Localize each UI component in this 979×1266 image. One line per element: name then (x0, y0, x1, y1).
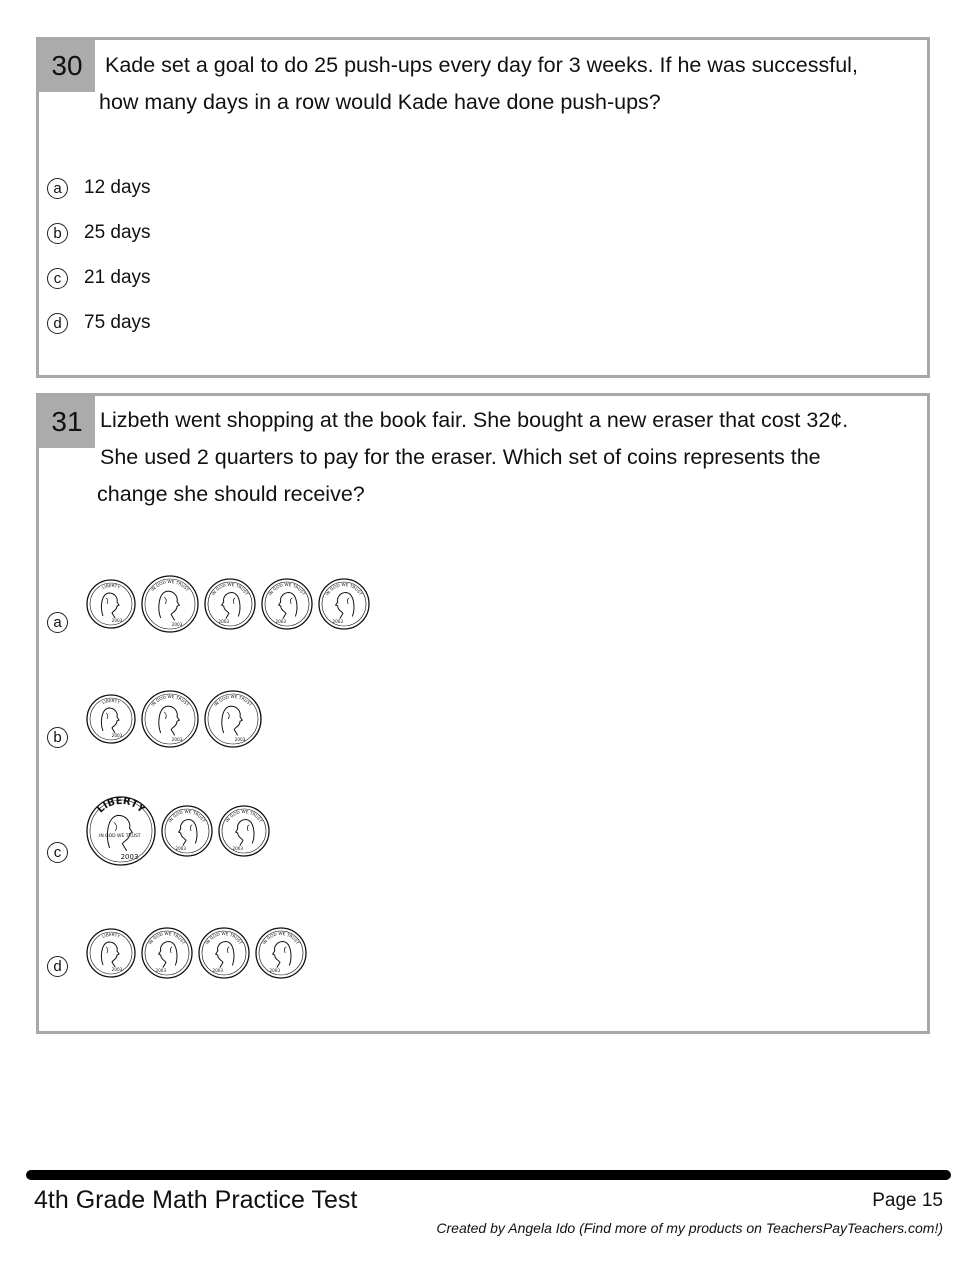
option-letter-circle: a (47, 178, 68, 199)
option-letter-circle: b (47, 223, 68, 244)
question-line: how many days in a row would Kade have done push-ups? (99, 90, 661, 114)
coin-year: 2003 (275, 619, 287, 624)
question-line: She used 2 quarters to pay for the eraser. Which set of coins represents the (100, 445, 821, 469)
option-letter-circle: d (47, 313, 68, 334)
answer-option-b[interactable] (47, 727, 68, 748)
coin-motto: IN GOD WE TRUST (167, 808, 207, 824)
answer-option-c[interactable] (47, 267, 151, 289)
option-letter-circle: c (47, 842, 68, 863)
question-text (99, 47, 858, 121)
coin-set-a (87, 574, 427, 639)
coin-year: 2003 (218, 619, 230, 624)
dime-coin (87, 580, 135, 628)
coin-motto: LIBERTY (101, 931, 121, 939)
nickel-coin (205, 691, 261, 747)
coin-year: 2003 (269, 968, 281, 973)
question-number: 30 (39, 40, 95, 92)
coin-year: 2003 (232, 846, 244, 851)
footer-credit: Created by Angela Ido (Find more of my products on TeachersPayTeachers.com!) (436, 1220, 943, 1236)
coin-year: 2003 (155, 968, 167, 973)
coin-year: 2003 (234, 737, 246, 742)
question-line: Lizbeth went shopping at the book fair. She bought a new eraser that cost 32¢. (100, 408, 849, 432)
coin-motto: IN GOD WE TRUST (150, 578, 190, 593)
coin-year: 2003 (175, 846, 187, 851)
penny-coin (162, 806, 212, 856)
nickel-coin (142, 691, 198, 747)
coin-motto: IN GOD WE TRUST (210, 581, 250, 597)
coin-motto: LIBERTY (95, 795, 147, 816)
coin-year: 2003 (171, 737, 183, 742)
coin-year: 2003 (111, 618, 123, 623)
dime-coin (87, 929, 135, 977)
question-number: 31 (39, 396, 95, 448)
page-number: Page 15 (872, 1190, 943, 1211)
dime-coin (87, 695, 135, 743)
coin-set-c (87, 796, 427, 871)
coin-year: 2003 (120, 853, 139, 861)
option-letter-circle: b (47, 727, 68, 748)
option-text: 25 days (84, 222, 151, 243)
nickel-coin (142, 576, 198, 632)
question-30-box (36, 37, 930, 378)
answer-option-c[interactable] (47, 842, 68, 863)
option-text: 75 days (84, 312, 151, 333)
coin-motto: IN GOD WE TRUST (147, 930, 187, 946)
quarter-coin (87, 796, 155, 865)
coin-year: 2003 (332, 619, 344, 624)
penny-coin (262, 579, 312, 629)
option-letter-circle: c (47, 268, 68, 289)
answer-option-b[interactable] (47, 222, 151, 244)
coin-year: 2003 (171, 622, 183, 627)
penny-coin (219, 806, 269, 856)
penny-coin (199, 928, 249, 978)
question-31-box (36, 393, 930, 1034)
coin-motto: IN GOD WE TRUST (204, 930, 244, 946)
penny-coin (319, 579, 369, 629)
coin-year: 2003 (111, 733, 123, 738)
coin-motto: LIBERTY (101, 697, 121, 705)
question-text (99, 402, 848, 513)
coin-year: 2003 (212, 968, 224, 973)
coin-motto: IN GOD WE TRUST (267, 581, 307, 597)
penny-coin (142, 928, 192, 978)
answer-option-d[interactable] (47, 956, 68, 977)
question-line: change she should receive? (97, 482, 365, 506)
option-text: 12 days (84, 177, 151, 198)
answer-option-d[interactable] (47, 312, 151, 334)
option-text: 21 days (84, 267, 151, 288)
coin-motto: LIBERTY (101, 582, 121, 590)
footer-title: 4th Grade Math Practice Test (34, 1186, 358, 1214)
option-letter-circle: a (47, 612, 68, 633)
coin-motto: IN GOD WE TRUST (261, 930, 301, 946)
coin-year: 2003 (111, 967, 123, 972)
coin-motto: IN GOD WE TRUST (224, 808, 264, 824)
coin-set-b (87, 689, 427, 754)
option-letter-circle: d (47, 956, 68, 977)
coin-motto: IN GOD WE TRUST (99, 834, 141, 839)
coin-motto: IN GOD WE TRUST (150, 693, 190, 708)
question-line: Kade set a goal to do 25 push-ups every day for 3 weeks. If he was successful, (105, 53, 858, 77)
footer-divider (26, 1170, 951, 1180)
penny-coin (205, 579, 255, 629)
coin-set-d (87, 923, 427, 988)
penny-coin (256, 928, 306, 978)
coin-motto: IN GOD WE TRUST (324, 581, 364, 597)
answer-option-a[interactable] (47, 612, 68, 633)
answer-option-a[interactable] (47, 177, 151, 199)
coin-motto: IN GOD WE TRUST (213, 693, 253, 708)
